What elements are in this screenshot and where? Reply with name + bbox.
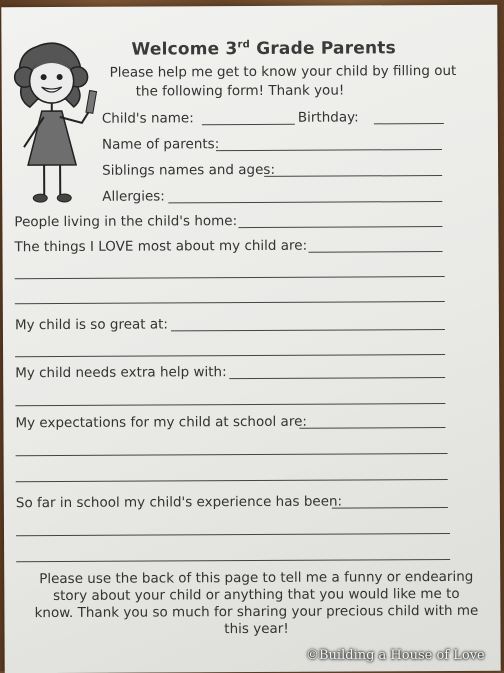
experience-line-2[interactable] [16, 533, 450, 536]
expectations-line-1[interactable] [299, 427, 445, 429]
extra-help-line-2[interactable] [15, 403, 445, 406]
child-name-label: Child's name: [102, 110, 194, 126]
experience-line-1[interactable] [332, 507, 448, 509]
experience-line-3[interactable] [16, 559, 450, 562]
home-line[interactable] [238, 226, 442, 228]
love-line-3[interactable] [15, 301, 445, 304]
birthday-label: Birthday: [298, 109, 359, 125]
footer-note [18, 569, 494, 639]
girl-with-pencil-icon [7, 25, 108, 216]
allergies-line[interactable] [168, 201, 442, 203]
great-at-line-1[interactable] [171, 329, 445, 331]
extra-help-line-1[interactable] [229, 377, 445, 379]
parent-form-sheet [1, 5, 500, 673]
footer-line-1: Please use the back of this page to tell me a funny or endearing [18, 569, 494, 588]
parents-label: Name of parents: [102, 136, 219, 153]
love-line-1[interactable] [309, 251, 443, 253]
parents-line[interactable] [216, 149, 442, 151]
footer-line-4: this year! [18, 620, 494, 639]
siblings-line[interactable] [264, 175, 442, 177]
siblings-label: Siblings names and ages: [102, 162, 275, 179]
birthday-line[interactable] [374, 123, 444, 124]
love-label: The things I LOVE most about my child are: [14, 238, 307, 256]
expectations-label: My expectations for my child at school are: [15, 414, 307, 432]
extra-help-label: My child needs extra help with: [15, 364, 227, 381]
allergies-label: Allergies: [102, 188, 165, 204]
expectations-line-3[interactable] [16, 479, 448, 482]
expectations-line-2[interactable] [16, 453, 448, 456]
page-title: Welcome 3rd Grade Parents [131, 38, 396, 59]
watermark: ©Building a House of Love [306, 648, 485, 663]
love-line-2[interactable] [15, 276, 445, 279]
footer-line-3: know. Thank you so much for sharing your precious child with me [18, 603, 494, 622]
intro-text-line1: Please help me get to know your child by filling out [110, 63, 457, 81]
intro-text-line2: the following form! Thank you! [136, 83, 345, 100]
home-label: People living in the child's home: [14, 213, 237, 230]
great-at-line-2[interactable] [15, 354, 445, 357]
experience-label: So far in school my child's experience has been: [16, 494, 342, 512]
child-name-line[interactable] [202, 124, 295, 125]
great-at-label: My child is so great at: [15, 316, 168, 333]
footer-line-2: story about your child or anything that you would like me to [18, 586, 494, 605]
